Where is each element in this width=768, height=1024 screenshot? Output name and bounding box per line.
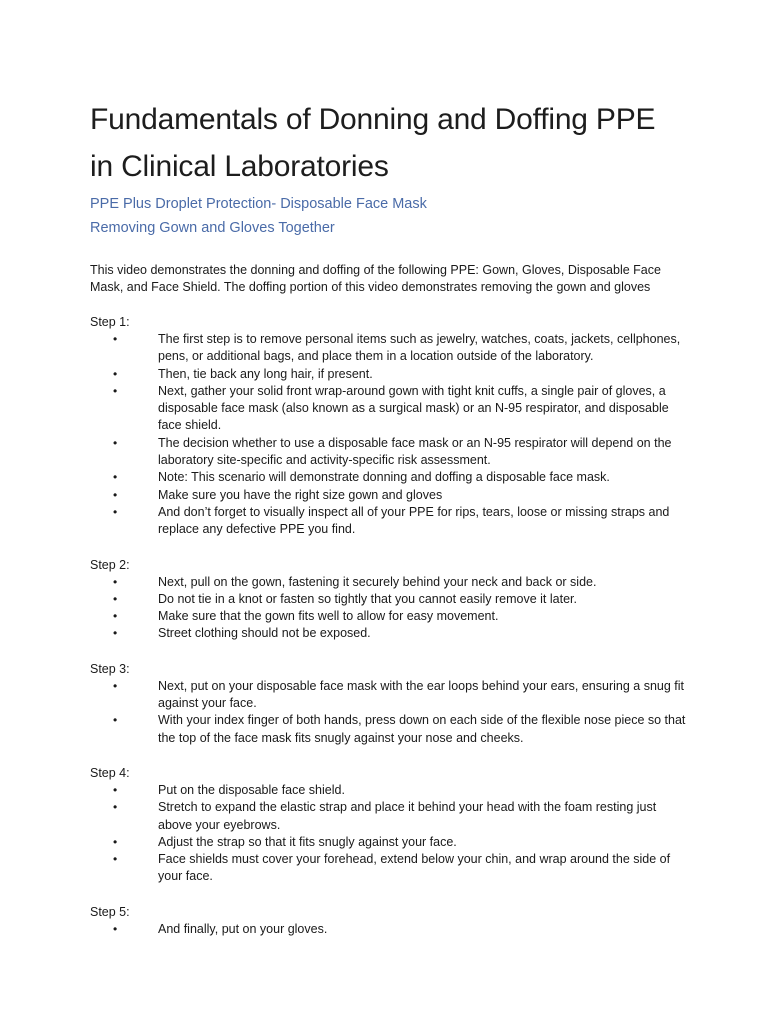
list-item [90, 331, 688, 366]
list-item [90, 834, 688, 851]
list-item-text: And don’t forget to visually inspect all of your PPE for rips, tears, loose or missing straps and replace any defective PPE you find. [158, 504, 670, 537]
list-item-text: Stretch to expand the elastic strap and place it behind your head with the foam resting just above your eyebrows. [158, 800, 657, 832]
bullet-icon: • [113, 852, 118, 867]
bullet-icon: • [113, 435, 118, 450]
bullet-icon: • [113, 609, 118, 624]
bullet-icon: • [113, 487, 118, 502]
list-item [90, 383, 688, 435]
list-item-text: Then, tie back any long hair, if present. [158, 366, 373, 381]
list-item [90, 921, 688, 938]
list-item-text: Adjust the strap so that it fits snugly against your face. [158, 834, 457, 849]
list-item [90, 435, 688, 470]
step-1 [90, 314, 688, 539]
steps-container [90, 314, 688, 938]
list-item [90, 851, 688, 886]
list-item-text: Do not tie in a knot or fasten so tightly that you cannot easily remove it later. [158, 591, 577, 606]
step-label: Step 1: [90, 315, 130, 329]
step-list [90, 678, 688, 747]
bullet-icon: • [113, 782, 118, 797]
list-item [90, 678, 688, 713]
bullet-icon: • [113, 678, 118, 693]
subtitle-protection: PPE Plus Droplet Protection- Disposable Face Mask [90, 196, 427, 212]
step-list [90, 782, 688, 886]
step-list [90, 921, 688, 938]
list-item [90, 782, 688, 799]
list-item-text: Put on the disposable face shield. [158, 782, 345, 797]
list-item [90, 799, 688, 834]
list-item [90, 574, 688, 591]
bullet-icon: • [113, 591, 118, 606]
step-2 [90, 557, 688, 643]
document-title [90, 96, 688, 190]
list-item [90, 608, 688, 625]
list-item-text: Make sure that the gown fits well to allow for easy movement. [158, 609, 499, 624]
list-item-text: Make sure you have the right size gown and gloves [158, 487, 443, 502]
list-item [90, 469, 688, 486]
title-line-1: Fundamentals of Donning and Doffing PPE [90, 103, 656, 136]
step-4 [90, 765, 688, 886]
list-item [90, 504, 688, 539]
subtitle-removal: Removing Gown and Gloves Together [90, 220, 335, 236]
bullet-icon: • [113, 713, 118, 728]
list-item-text: With your index finger of both hands, press down on each side of the flexible nose piece so that the top of the face mask fits snugly against your nose and cheeks. [158, 713, 686, 745]
list-item-text: Face shields must cover your forehead, extend below your chin, and wrap around the side of your face. [158, 852, 671, 884]
title-line-2: in Clinical Laboratories [90, 150, 389, 183]
list-item [90, 487, 688, 504]
intro-paragraph: This video demonstrates the donning and doffing of the following PPE: Gown, Gloves, Disposable Face Mask, and Face Shield. The doffing portion of this video demonstrates removing the gown and gloves [90, 263, 661, 294]
bullet-icon: • [113, 626, 118, 641]
list-item-text: The first step is to remove personal items such as jewelry, watches, coats, jackets, cellphones, pens, or additional bags, and place them in a location outside of the laboratory. [158, 332, 681, 364]
list-item [90, 625, 688, 642]
list-item-text: Next, pull on the gown, fastening it securely behind your neck and back or side. [158, 574, 597, 589]
bullet-icon: • [113, 470, 118, 485]
step-list [90, 331, 688, 539]
bullet-icon: • [113, 574, 118, 589]
bullet-icon: • [113, 921, 118, 936]
list-item-text: And finally, put on your gloves. [158, 921, 328, 936]
step-label: Step 4: [90, 765, 130, 780]
list-item-text: Street clothing should not be exposed. [158, 626, 371, 641]
list-item-text: Note: This scenario will demonstrate donning and doffing a disposable face mask. [158, 470, 610, 485]
step-5 [90, 904, 688, 938]
list-item [90, 712, 688, 747]
step-list [90, 574, 688, 643]
bullet-icon: • [113, 834, 118, 849]
list-item-text: Next, gather your solid front wrap-around gown with tight knit cuffs, a single pair of gloves, a disposable face mask (also known as a surgical mask) or an N-95 respirator, and disposable face shield. [158, 383, 669, 433]
step-3 [90, 661, 688, 747]
bullet-icon: • [113, 800, 118, 815]
list-item [90, 591, 688, 608]
bullet-icon: • [113, 504, 118, 519]
step-label: Step 3: [90, 661, 130, 676]
list-item [90, 366, 688, 383]
list-item-text: Next, put on your disposable face mask with the ear loops behind your ears, ensuring a snug fit against your face. [158, 678, 684, 711]
bullet-icon: • [113, 383, 118, 398]
bullet-icon: • [113, 366, 118, 381]
step-label: Step 5: [90, 904, 130, 919]
step-label: Step 2: [90, 557, 130, 572]
bullet-icon: • [113, 332, 118, 346]
list-item-text: The decision whether to use a disposable face mask or an N-95 respirator will depend on the laboratory site-specific and activity-specific risk assessment. [158, 435, 672, 468]
